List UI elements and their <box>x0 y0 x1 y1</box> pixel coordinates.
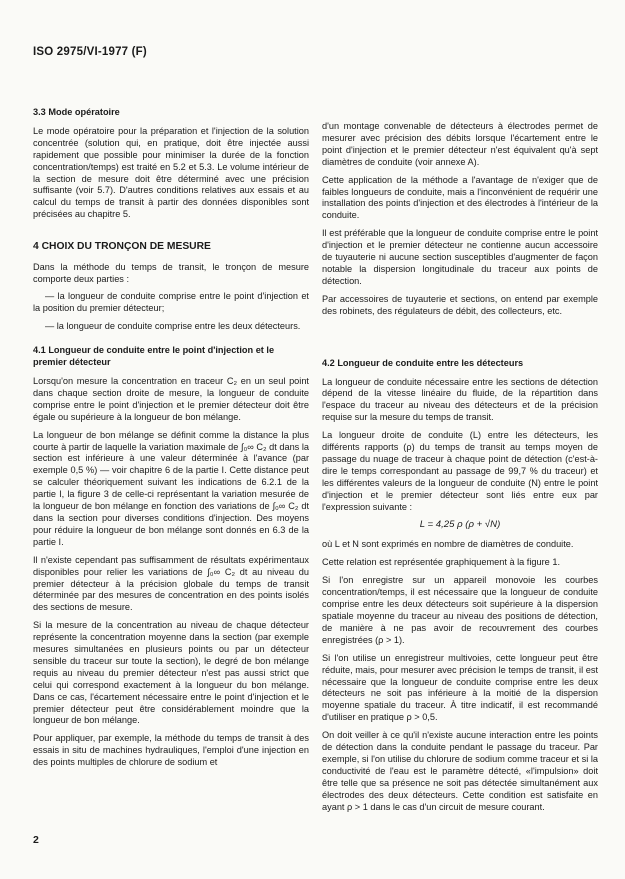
paragraph-3-3: Le mode opératoire pour la préparation et l'injection de la solution concentrée (solution qui, en pratique, doit être injectée aussi rapidement que possible pour minimiser la durée de la fonction concentration/temps) est traité en 5.2 et 5.3. Le volume intérieur de la section de mesure doit être déterminé avec une précision suffisante (voir 5.7). D'autres conditions relatives aux essais et au calcul du temps de transit à partir des données disponibles sont précisées au chapitre 5. <box>33 125 309 220</box>
transit-length-formula: L = 4,25 ρ (ρ + √N) <box>419 519 501 531</box>
paragraph-right-d: Par accessoires de tuyauterie et sections, on entend par exemple des robinets, des régulateurs de débit, des collecteurs, etc. <box>322 293 598 316</box>
paragraph-4-1-e: Pour appliquer, par exemple, la méthode du temps de transit à des essais in situ de machines hydrauliques, l'emploi d'une injection en des points multiples de chlorure de sodium et <box>33 733 309 768</box>
paragraph-4-2-e: Si l'on enregistre sur un appareil monovoie les courbes concentration/temps, il est nécessaire que la longueur de conduite comprise entre les deux détecteurs soit supérieure à la dispersion spatiale moyenne du traceur au niveau des positions de détection, de manière à ne pas avoir de recouvrement des courbes enregistrées (ρ > 1). <box>322 575 598 645</box>
paragraph-right-b: Cette application de la méthode a l'avantage de n'exiger que de faibles longueurs de conduite, mais a l'inconvénient de requérir une installation des points d'injection et des électrodes à l'intérieur de la conduite. <box>322 174 598 221</box>
list-item-1: — la longueur de conduite comprise entre le point d'injection et la position du premier détecteur; <box>33 291 309 314</box>
section-4-1-heading: 4.1 Longueur de conduite entre le point d'injection et le premier détecteur <box>33 345 275 368</box>
section-4-heading: 4 CHOIX DU TRONÇON DE MESURE <box>33 241 211 253</box>
paragraph-4-1-a: Lorsqu'on mesure la concentration en traceur C₂ en un seul point dans chaque section droite de mesure, la longueur de conduite comprise entre le point d'injection et le premier détecteur doit être égale ou supérieure à la longueur de bon mélange. <box>33 376 309 422</box>
page-number: 2 <box>33 834 39 846</box>
paragraph-4-2-g: On doit veiller à ce qu'il n'existe aucune interaction entre les points de détection dans la conduite pendant le passage du traceur. Par exemple, si l'on utilise du chlorure de sodium comme traceur et si la conductivité de l'eau est le paramètre détecté, «l'impulsion» doit être telle que sa présence ne soit pas détectée simultanément aux électrodes des deux détecteurs. Cette condition est satisfaite en ayant ρ > 1 dans le cas d'un circuit de mesure courant. <box>322 730 598 812</box>
paragraph-right-a: d'un montage convenable de détecteurs à électrodes permet de mesurer avec précision des débits lorsque l'écartement entre le point d'injection et le premier détecteur n'est équivalent qu'à sept diamètres de conduite (voir annexe A). <box>322 121 598 167</box>
section-3-3-heading: 3.3 Mode opératoire <box>33 107 120 117</box>
paragraph-4-2-b: La longueur droite de conduite (L) entre les détecteurs, les différents rapports (ρ) du temps de transit au temps moyen de passage du nuage de traceur à chaque point de détection (c'est-à-dire le temps correspondant au passage de 99,7 % du traceur) et les différentes valeurs de la longueur de conduite (N) entre le point d'injection et le premier détecteur sont liés entre eux par l'expression suivante : <box>322 430 598 512</box>
paragraph-right-c: Il est préférable que la longueur de conduite comprise entre le point d'injection et le premier détecteur ne contienne aucun accessoire de tuyauterie ni aucune section susceptibles d'augmenter de façon notable la dispersion longitudinale du traceur aux points de détection. <box>322 228 598 286</box>
paragraph-4-2-f: Si l'on utilise un enregistreur multivoies, cette longueur peut être réduite, mais, pour mesurer avec précision le temps de transit, il est nécessaire que la longueur de conduite comprise entre les deux détecteurs ne soit pas inférieure à la moitié de la dispersion moyenne spatiale du traceur. À titre indicatif, il est recommandé d'utiliser en pratique ρ > 0,5. <box>322 652 598 723</box>
paragraph-4-2-a: La longueur de conduite nécessaire entre les sections de détection dépend de la vitesse linéaire du fluide, de la répartition dans l'espace du traceur au niveau des détecteurs et de la précision requise sur la mesure du temps de transit. <box>322 376 598 423</box>
paragraph-4-1-b: La longueur de bon mélange se définit comme la distance la plus courte à partir de laquelle la variation maximale de ∫₀∞ C₂ dt dans la section est inférieure à une valeur déterminée à l'avance (par exemple 0,5 %) — voir chapitre 6 de la partie I. Cette distance peut se calculer théoriquement suivant les indications de 6.2.1 de la partie I, la figure 3 de celle-ci représentant la variation mesurée de la longueur de bon mélange en fonction des variations de ∫₀∞ C₂ dt dans la section pour diverses conditions d'injection. Des moyens pour réduire la longueur de bon mélange sont donnés en 6.3 de la partie I. <box>33 429 309 547</box>
left-column <box>33 100 309 820</box>
right-column <box>322 100 598 820</box>
paragraph-4-intro: Dans la méthode du temps de transit, le tronçon de mesure comporte deux parties : <box>33 261 309 284</box>
paragraph-4-2-d: Cette relation est représentée graphiquement à la figure 1. <box>322 557 561 568</box>
two-column-layout <box>33 100 598 820</box>
list-item-2: — la longueur de conduite comprise entre les deux détecteurs. <box>45 321 301 332</box>
section-4-2-heading: 4.2 Longueur de conduite entre les détecteurs <box>322 357 524 368</box>
paragraph-4-1-d: Si la mesure de la concentration au niveau de chaque détecteur représente la concentration moyenne dans la section (par exemple mesures simultanées en plusieurs points ou par un détecteur sensible du traceur sur toute la section), le degré de bon mélange requis au niveau du premier détecteur n'est pas aussi strict que celui qui correspond exactement à la longueur du bon mélange. Dans ce cas, l'écartement nécessaire entre le point d'injection et le premier détecteur peut être considérablement moindre que la longueur de bon mélange. <box>33 620 309 726</box>
document-reference: ISO 2975/VI-1977 (F) <box>33 46 147 58</box>
paragraph-4-1-c: Il n'existe cependant pas suffisamment de résultats expérimentaux disponibles pour relier les variations de ∫₀∞ C₂ dt au niveau du premier détecteur à la précision globale du temps de transit déterminée par des mesures de concentration en des points isolés des sections de mesure. <box>33 554 309 613</box>
paragraph-4-2-c: où L et N sont exprimés en nombre de diamètres de conduite. <box>322 539 574 550</box>
